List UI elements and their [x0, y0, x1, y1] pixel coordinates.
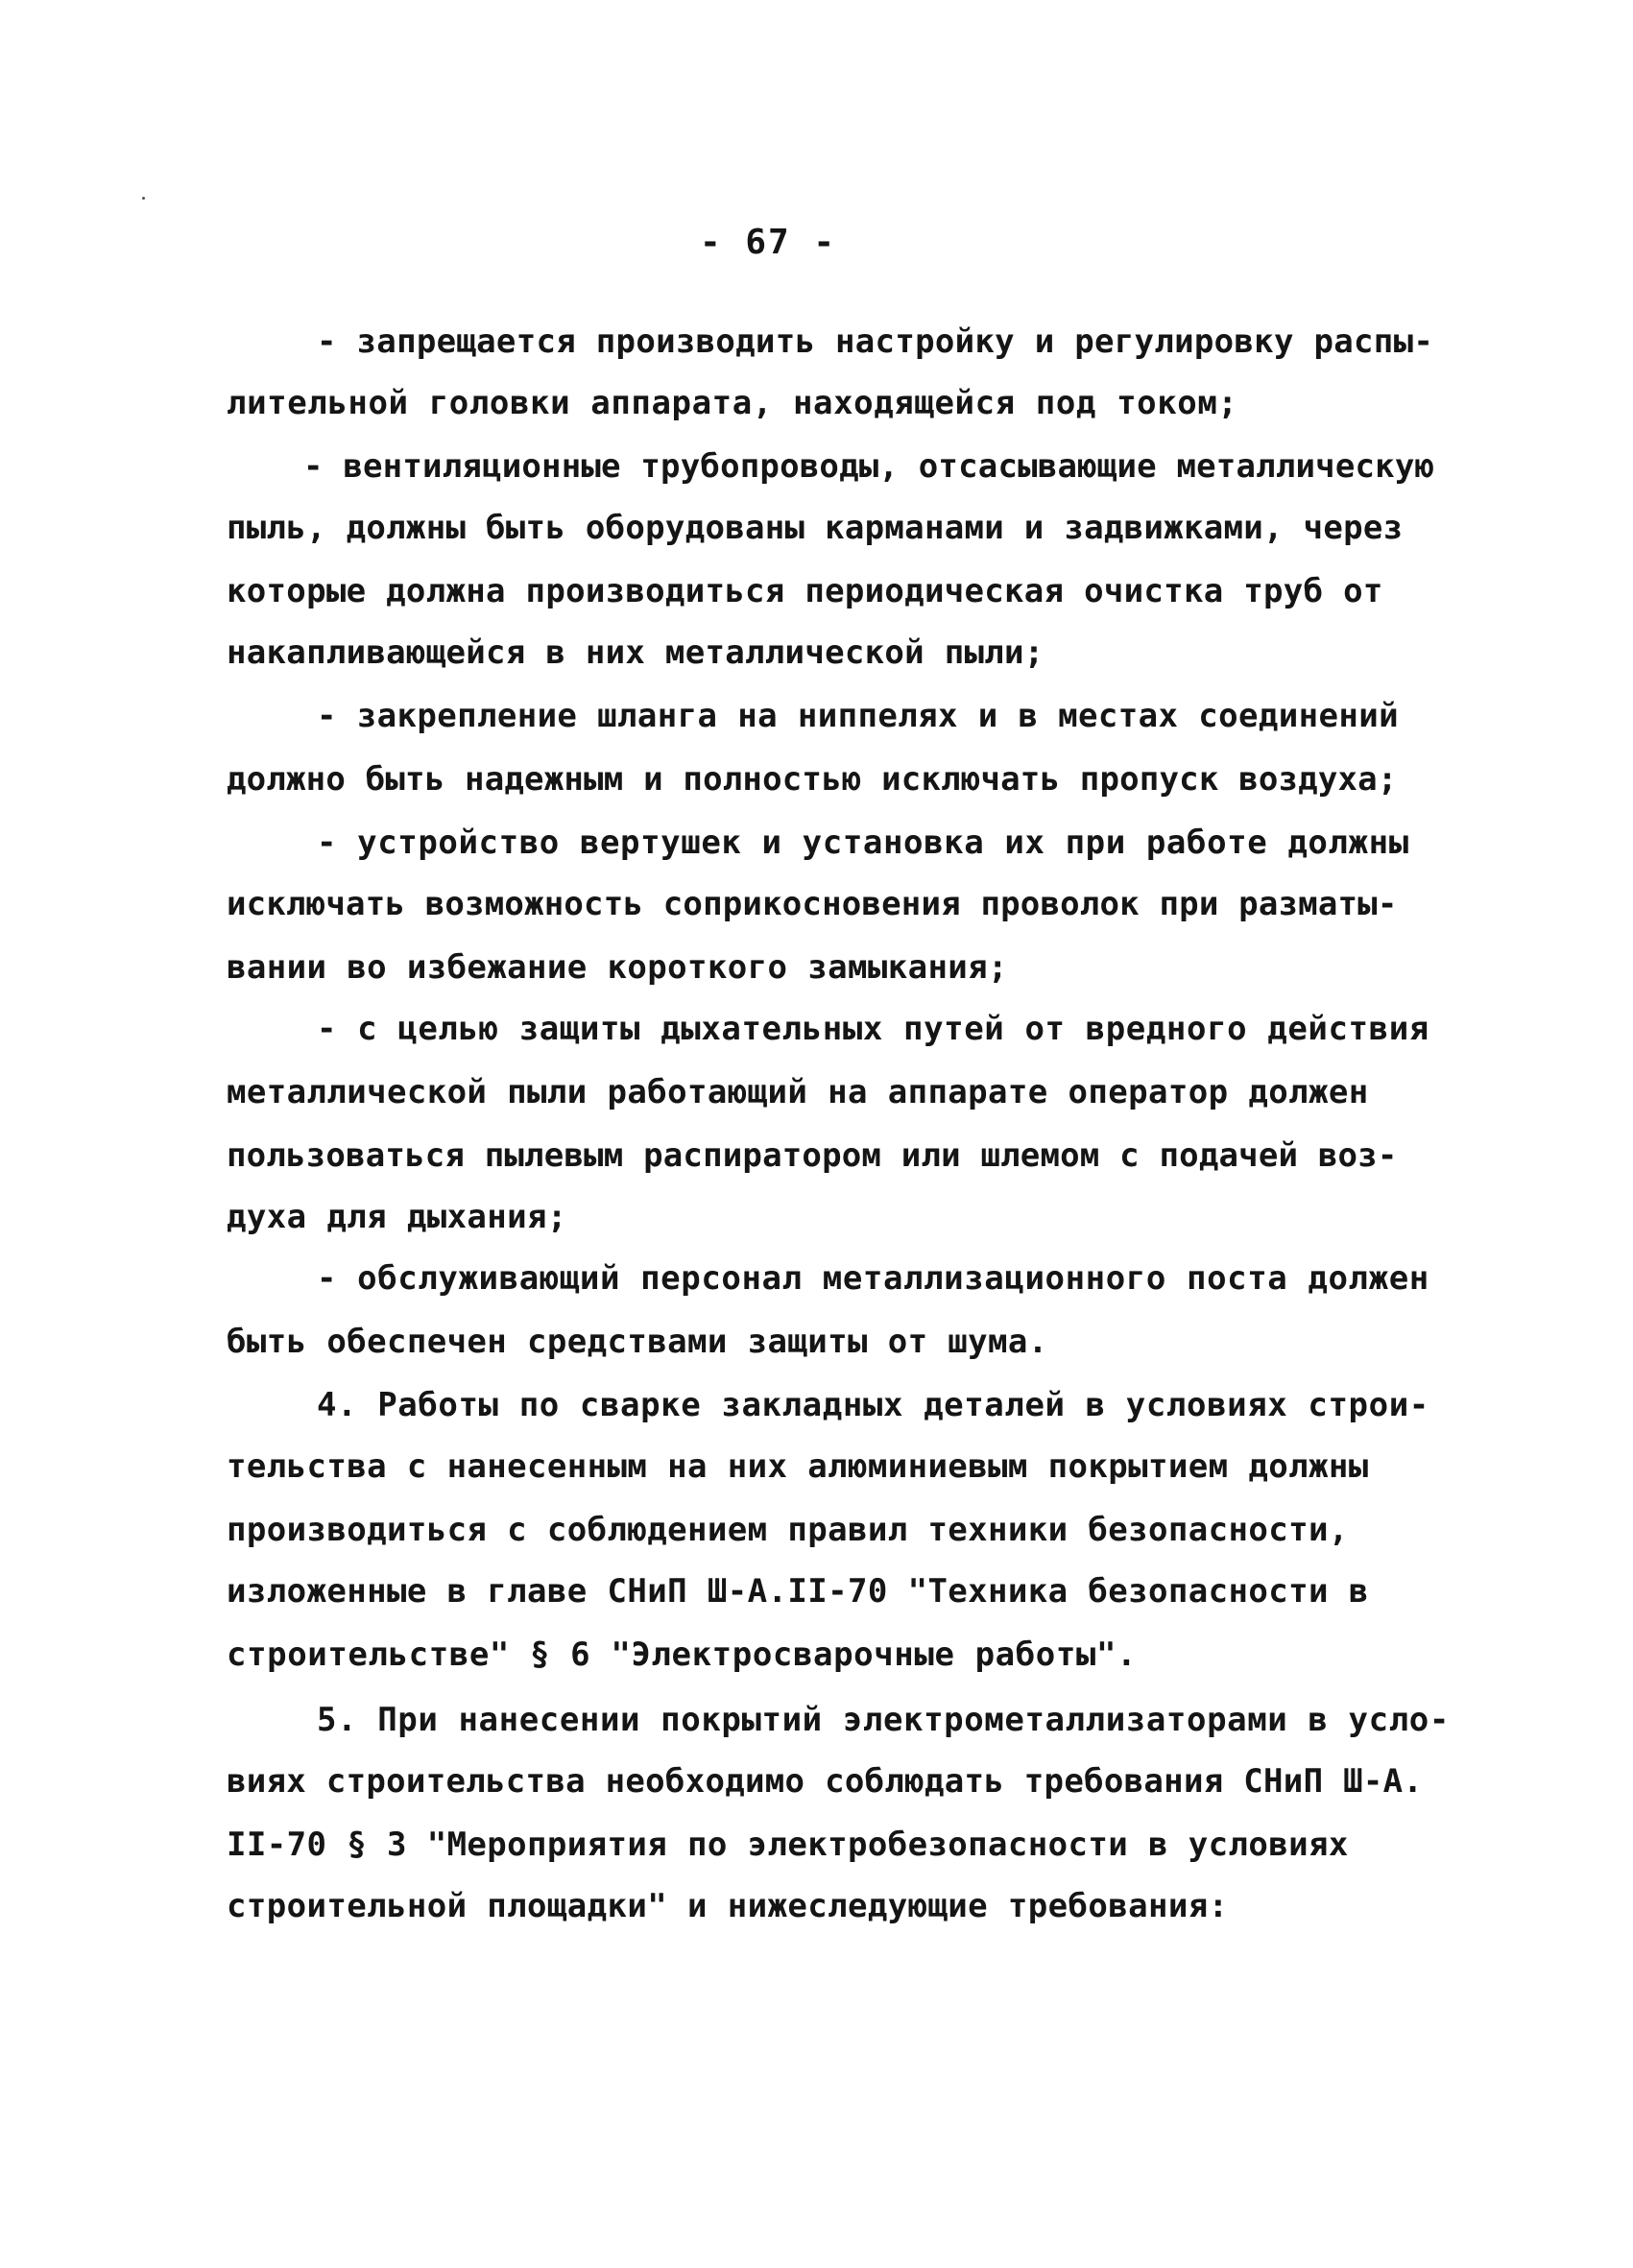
text-line: - устройство вертушек и установка их при работе должны: [317, 824, 1409, 862]
text-line: тельства с нанесенным на них алюминиевым покрытием должны: [227, 1447, 1369, 1486]
text-line: исключать возможность соприкосновения проволок при разматы-: [227, 885, 1398, 923]
text-line: которые должна производиться периодическая очистка труб от: [227, 572, 1383, 610]
text-line: - вентиляционные трубопроводы, отсасывающие металлическую: [303, 447, 1435, 486]
text-line: быть обеспечен средствами защиты от шума.: [227, 1323, 1048, 1361]
text-line: II-70 § 3 "Мероприятия по электробезопасности в условиях: [227, 1826, 1349, 1864]
text-line: пользоваться пылевым распиратором или шлемом с подачей воз-: [227, 1136, 1398, 1175]
text-line: 4. Работы по сварке закладных деталей в условиях строи-: [317, 1386, 1429, 1424]
text-line: производиться с соблюдением правил техники безопасности,: [227, 1511, 1349, 1549]
text-line: металлической пыли работающий на аппарате оператор должен: [227, 1073, 1369, 1111]
text-line: изложенные в главе СНиП Ш-А.II-70 "Техника безопасности в: [227, 1572, 1369, 1611]
text-line: 5. При нанесении покрытий электрометаллизаторами в усло-: [317, 1701, 1450, 1739]
text-line: вании во избежание короткого замыкания;: [227, 948, 1008, 987]
text-line: - запрещается производить настройку и регулировку распы-: [317, 322, 1434, 361]
text-line: - с целью защиты дыхательных путей от вредного действия: [317, 1010, 1429, 1048]
text-line: пыль, должны быть оборудованы карманами и задвижками, через: [227, 509, 1404, 547]
text-line: должно быть надежным и полностью исключать пропуск воздуха;: [227, 760, 1398, 799]
text-line: лительной головки аппарата, находящейся под током;: [227, 384, 1238, 422]
text-line: виях строительства необходимо соблюдать требования СНиП Ш-А.: [227, 1762, 1424, 1801]
text-line: духа для дыхания;: [227, 1198, 567, 1236]
scan-speck: [142, 197, 145, 200]
text-line: - закрепление шланга на ниппелях и в местах соединений: [317, 697, 1399, 735]
page-number: - 67 -: [699, 223, 837, 262]
text-line: строительной площадки" и нижеследующие требования:: [227, 1887, 1229, 1925]
text-line: строительстве" § 6 "Электросварочные работы".: [227, 1635, 1138, 1674]
text-line: накапливающейся в них металлической пыли;: [227, 633, 1045, 672]
text-line: - обслуживающий персонал металлизационного поста должен: [317, 1259, 1429, 1298]
